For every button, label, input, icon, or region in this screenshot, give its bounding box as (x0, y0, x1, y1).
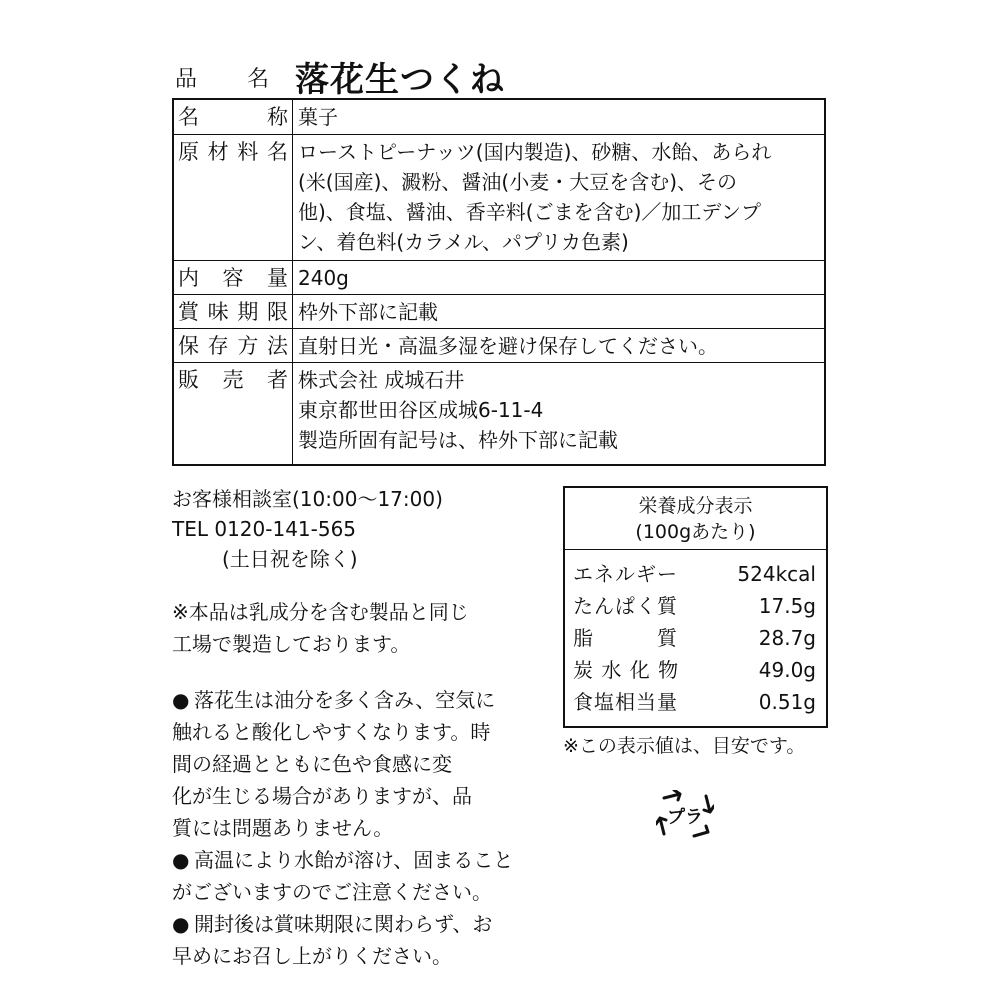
spec-label: 名 称 (178, 105, 288, 129)
allergen-line: 工場で製造しております。 (172, 632, 411, 656)
spec-value-line: ローストピーナッツ(国内製造)、砂糖、水飴、あられ (298, 140, 772, 164)
spec-table (172, 98, 826, 466)
spec-value-line: 菓子 (298, 105, 338, 129)
bullet-icon: ● (172, 912, 190, 936)
nutrition-row (573, 590, 816, 622)
caution-item (172, 844, 552, 908)
nutrient-name: 炭 水 化 物 (573, 658, 680, 682)
spec-value-line: 直射日光・高温多湿を避け保存してください。 (298, 334, 718, 358)
caution-line: 化が生じる場合がありますが、品 (172, 784, 472, 808)
nutrient-name: たんぱく質 (573, 594, 678, 618)
nutrient-value: 28.7g (758, 626, 816, 650)
nutrient-value: 0.51g (758, 690, 816, 714)
allergen-line: ※本品は乳成分を含む製品と同じ (172, 600, 469, 624)
spec-value-line: 枠外下部に記載 (298, 300, 438, 324)
spec-row-best-before (174, 294, 824, 329)
nutrition-rows (573, 558, 816, 718)
nutrient-value: 17.5g (758, 594, 816, 618)
contact-title: お客様相談室(10:00〜17:00) (172, 487, 443, 511)
spec-value-line: (米(国産)、澱粉、醤油(小麦・大豆を含む)、その (298, 170, 738, 194)
cautions-list (172, 684, 552, 972)
nutrient-value: 49.0g (758, 658, 816, 682)
caution-line: 開封後は賞味期限に関わらず、お (194, 912, 493, 936)
spec-value (298, 137, 816, 257)
spec-value (298, 297, 816, 327)
spec-value-line: 製造所固有記号は、枠外下部に記載 (298, 428, 618, 452)
spec-row-seller (174, 362, 824, 465)
nutrition-title: 栄養成分表示 (638, 495, 753, 517)
spec-value (298, 331, 816, 361)
bullet-icon: ● (172, 848, 190, 872)
nutrient-name: 食塩相当量 (573, 690, 678, 714)
spec-value-line: 240g (298, 266, 349, 290)
spec-row-content (174, 260, 824, 295)
customer-contact (172, 484, 443, 574)
nutrient-name: エネルギー (573, 562, 678, 586)
spec-label: 原材料名 (178, 140, 288, 164)
spec-value (298, 365, 816, 455)
spec-row-storage (174, 328, 824, 363)
product-name-row (175, 52, 825, 98)
spec-label: 販売者 (178, 368, 288, 392)
caution-line: 高温により水飴が溶け、固まること (194, 848, 514, 872)
spec-value (298, 102, 816, 132)
spec-value-line: 株式会社 成城石井 (298, 368, 465, 392)
spec-label: 保存方法 (178, 334, 288, 358)
spec-value-line: 東京都世田谷区成城6-11-4 (298, 398, 544, 422)
nutrition-header (565, 488, 826, 550)
nutrient-name: 脂 質 (573, 626, 678, 650)
product-name-value: 落花生つくね (295, 60, 505, 100)
caution-item (172, 684, 552, 844)
nutrition-row (573, 558, 816, 590)
nutrition-row (573, 686, 816, 718)
nutrition-table (563, 486, 828, 728)
product-name-label: 品 名 (175, 67, 272, 92)
caution-line: 早めにお召し上がりください。 (172, 944, 452, 968)
spec-value-line: ン、着色料(カラメル、パプリカ色素) (298, 230, 629, 254)
caution-line: がございますのでご注意ください。 (172, 880, 492, 904)
spec-value-line: 他)、食塩、醤油、香辛料(ごまを含む)／加工デンプ (298, 200, 762, 224)
nutrient-value: 524kcal (737, 562, 816, 586)
spec-label: 内容量 (178, 266, 288, 290)
caution-line: 落花生は油分を多く含み、空気に (194, 688, 496, 712)
nutrition-row (573, 654, 816, 686)
spec-value (298, 263, 816, 293)
spec-row-name (174, 100, 824, 134)
caution-line: 質には問題ありません。 (172, 816, 394, 840)
caution-line: 間の経過とともに色や食感に変 (172, 752, 452, 776)
recycle-mark-text: プラ (667, 807, 703, 828)
caution-item (172, 908, 552, 972)
caution-line: 触れると酸化しやすくなります。時 (172, 720, 491, 744)
contact-phone: TEL 0120-141-565 (172, 517, 357, 541)
nutrition-footnote: ※この表示値は、目安です。 (563, 735, 806, 757)
spec-label: 賞味期限 (178, 300, 288, 324)
nutrition-row (573, 622, 816, 654)
allergen-note (172, 596, 552, 660)
spec-row-ingredients (174, 134, 824, 261)
contact-note: (土日祝を除く) (222, 547, 358, 571)
nutrition-basis: (100gあたり) (635, 521, 756, 543)
plastic-recycle-icon (656, 790, 714, 840)
bullet-icon: ● (172, 688, 190, 712)
